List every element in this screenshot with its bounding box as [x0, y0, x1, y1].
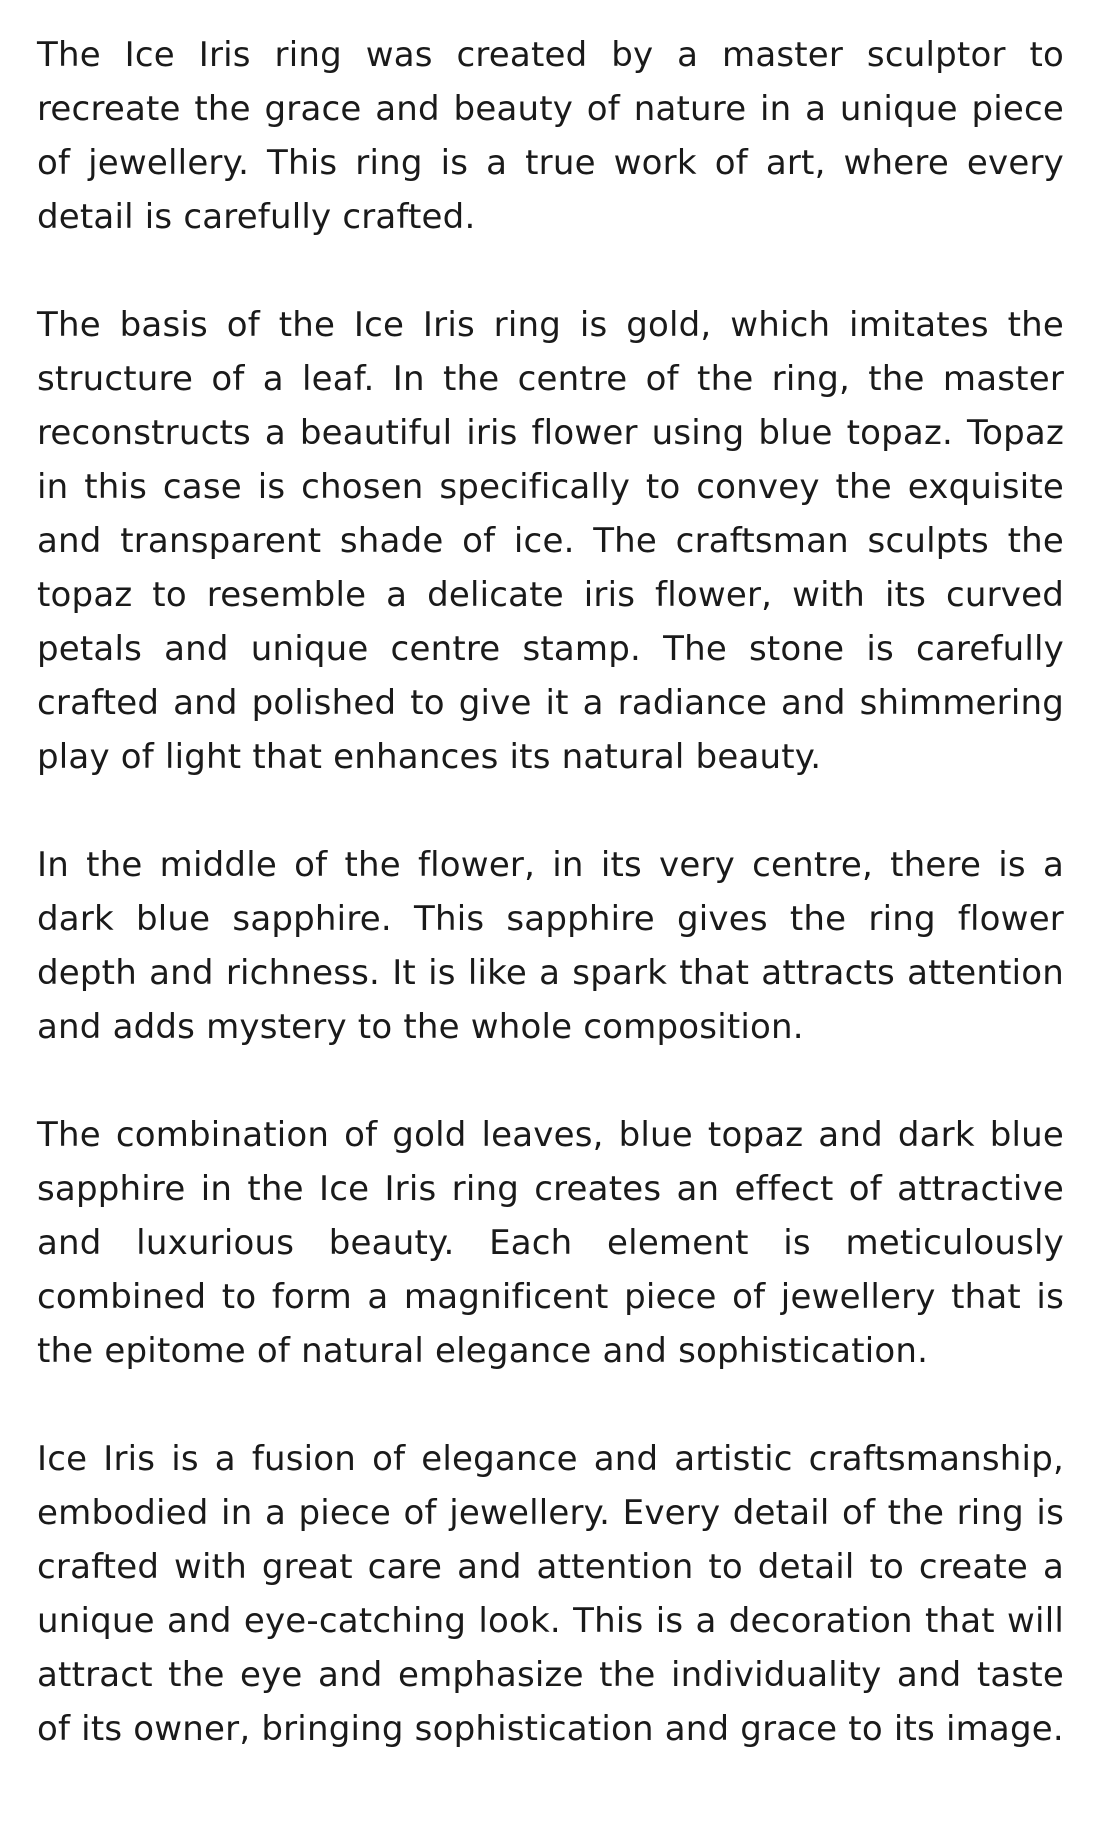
paragraph-topaz-flower: The basis of the Ice Iris ring is gold, which imitates the structure of a leaf. In the centre of the ring, the master reconstructs a beautiful iris flower using blue topaz. Topaz in this case is chosen specifically to convey the exquisite and transparent shade of ice. The craftsman sculpts the topaz to resemble a delicate iris flower, with its curved petals and unique centre stamp. The stone is carefully crafted and polished to give it a radiance and shimmering play of light that enhances its natural beauty.: [37, 305, 1064, 777]
paragraph-conclusion: Ice Iris is a fusion of elegance and artistic craftsmanship, embodied in a piece of jewellery. Every detail of the ring is crafted with great care and attention to detail to create a unique and eye-catching look. This is a decoration that will attract the eye and emphasize the individuality and taste of its owner, bringing sophistication and grace to its image.: [37, 1439, 1064, 1749]
paragraph-combination: The combination of gold leaves, blue topaz and dark blue sapphire in the Ice Iris ring creates an effect of attractive and luxurious beauty. Each element is meticulously combined to form a magnificent piece of jewellery that is the epitome of natural elegance and sophistication.: [37, 1115, 1064, 1371]
paragraph-sapphire-centre: In the middle of the flower, in its very centre, there is a dark blue sapphire. This sapphire gives the ring flower depth and richness. It is like a spark that attracts attention and adds mystery to the whole composition.: [37, 845, 1064, 1047]
paragraph-introduction: The Ice Iris ring was created by a master sculptor to recreate the grace and beauty of nature in a unique piece of jewellery. This ring is a true work of art, where every detail is carefully crafted.: [37, 35, 1064, 237]
